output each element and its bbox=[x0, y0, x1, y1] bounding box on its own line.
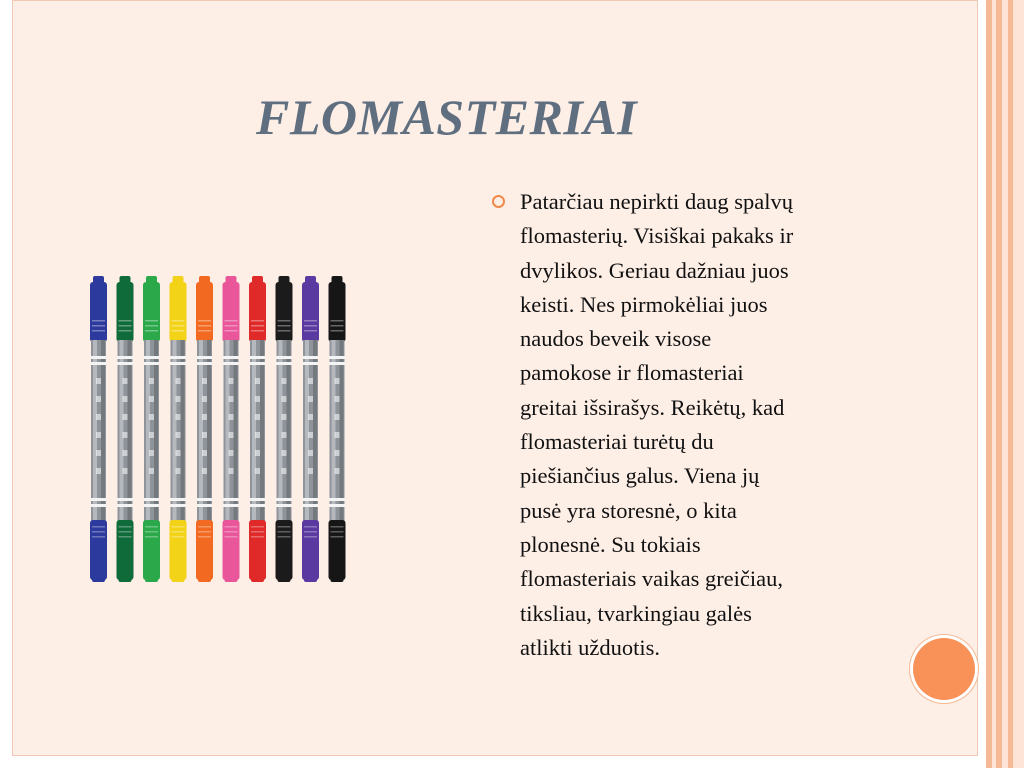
markers-illustration bbox=[82, 268, 362, 593]
bullet-text: Patarčiau nepirkti daug spalvų flomasterių. Visiškai pakaks ir dvylikos. Geriau dažniau juos keisti. Nes pirmokėliai juos naudos beveik visose pamokose ir flomasteriai greitai išsirašys. Reikėtų, kad flomasteriai turėtų du piešiančius galus. Viena jų pusė yra storesnė, o kita plonesnė. Su tokiais flomasteriais vaikas greičiau, tiksliau, tvarkingiau galės atlikti užduotis. bbox=[520, 189, 794, 660]
decorative-orange-circle bbox=[913, 638, 975, 700]
marker-pen bbox=[329, 276, 346, 582]
content-area bbox=[492, 185, 872, 665]
marker-pen bbox=[223, 276, 240, 582]
bullet-circle-icon bbox=[492, 195, 505, 208]
marker-pen bbox=[90, 276, 107, 582]
bullet-item bbox=[492, 185, 872, 665]
marker-pen bbox=[143, 276, 160, 582]
marker-pen bbox=[276, 276, 293, 582]
markers-image bbox=[82, 268, 362, 593]
marker-pen bbox=[170, 276, 187, 582]
marker-pen bbox=[302, 276, 319, 582]
marker-pen bbox=[196, 276, 213, 582]
marker-pen bbox=[117, 276, 134, 582]
marker-pen bbox=[249, 276, 266, 582]
slide-title: FLOMASTERIAI bbox=[256, 89, 638, 145]
